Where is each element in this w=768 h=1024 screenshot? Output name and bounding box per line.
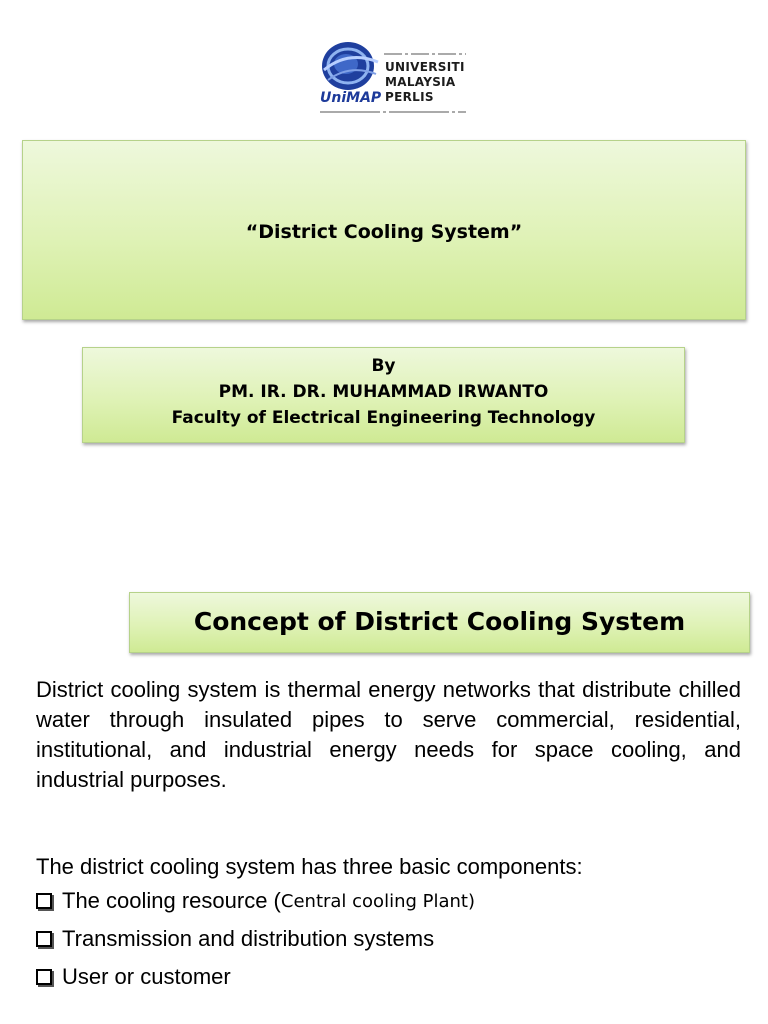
unimap-mark: UniMAP [320, 90, 382, 106]
logo-text-malaysia: MALAYSIA [385, 75, 456, 89]
section-heading: Concept of District Cooling System [193, 607, 686, 636]
list-item-text: The cooling resource ( [62, 888, 281, 913]
components-intro: The district cooling system has three basic components: [36, 854, 583, 879]
list-item-note: Central cooling Plant) [280, 890, 476, 912]
title-box [22, 140, 746, 320]
list-item-text: User or customer [62, 964, 231, 989]
components-list [36, 852, 741, 996]
section-heading-box [129, 592, 750, 653]
checkbox-bullet-icon [36, 969, 52, 985]
list-item [36, 958, 741, 996]
list-item-text: Transmission and distribution systems [62, 926, 435, 951]
list-item [36, 882, 741, 920]
list-item [36, 920, 741, 958]
author-name: PM. IR. DR. MUHAMMAD IRWANTO [218, 382, 549, 402]
author-box [82, 347, 685, 443]
logo-text-universiti: UNIVERSITI [385, 60, 465, 74]
slide-title: “District Cooling System” [245, 221, 523, 243]
author-faculty: Faculty of Electrical Engineering Technology [171, 408, 596, 428]
university-logo [318, 40, 468, 116]
concept-paragraph: District cooling system is thermal energy networks that distribute chilled water through insulated pipes to serve commercial, residential, institutional, and industrial energy needs for space cooling, and industrial purposes. [36, 677, 741, 792]
checkbox-bullet-icon [36, 893, 52, 909]
author-by-label: By [371, 356, 396, 376]
logo-text-perlis: PERLIS [385, 90, 434, 104]
checkbox-bullet-icon [36, 931, 52, 947]
